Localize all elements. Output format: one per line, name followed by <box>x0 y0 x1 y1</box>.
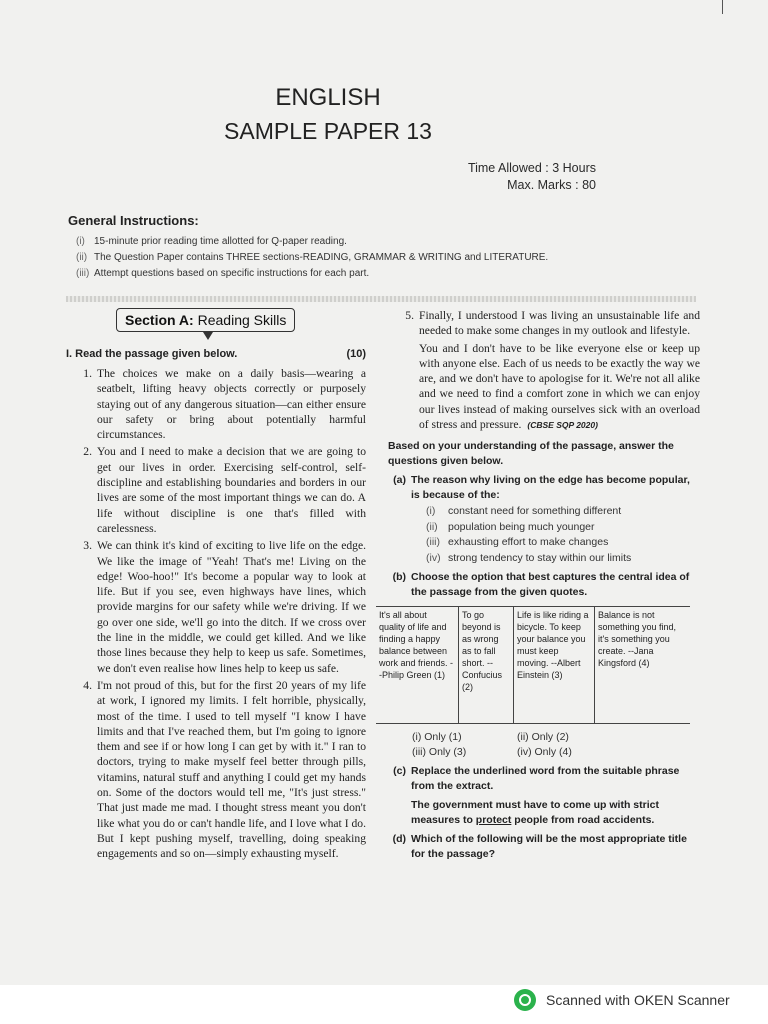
scanner-label: Scanned with OKEN Scanner <box>546 992 730 1008</box>
general-instructions-list <box>76 234 548 282</box>
section-label: Section A: <box>125 312 194 328</box>
section-pointer-icon <box>203 332 213 340</box>
question-label: I. Read the passage given below. <box>66 348 238 360</box>
left-column <box>66 308 366 864</box>
passage-paragraph: 4. I'm not proud of this, but for the first 20 years of my life at work, I ignored my limits. I felt horrible, physically, most of the time. I used to tell myself "I know I have limits and that I've reached them, but I'm going to ignore them and see if or how long I can get by with it." I ran to doctors, trying to make myself feel better through pills, vitamins, natural stuff and anything I could get my hands on. Some of the doctors would tell me, "It's just stress." That just made me mad. I thought stress meant you don't like what you do or can't handle life, and I love what I do. But I kept pushing myself, travelling, doing speaking engagements and so on—simply exhausting myself. <box>83 678 366 861</box>
quote-cell: Balance is not something you find, it's something you create. --Jana Kingsford (4) <box>595 607 691 724</box>
quote-cell: To go beyond is as wrong as to fall short. --Confucius (2) <box>459 607 514 724</box>
right-column <box>379 308 700 862</box>
question-a: (a) The reason why living on the edge has become popular, is because of the: <box>393 474 690 502</box>
option: (i) constant need for something different <box>426 505 622 518</box>
passage-paragraph: 3. We can think it's kind of exciting to live life on the edge. We like the image of "Yeah! That's me! Living on the edge! Woo-hoo!" It's become a popular way to look at life. But if you see, even highways have lines, which provide margins for our safety while we're driving. If we go over one side, we'll go into the ditch. If we cross over the line in the middle, we could get killed. And we like those lines because they help to keep us safe. Sometimes, we don't even realise how lines help to keep us safe. <box>83 539 366 675</box>
max-marks: Max. Marks : 80 <box>507 178 596 192</box>
quote-cell: It's all about quality of life and finding a happy balance between work and friends. --Philip Green (1) <box>376 607 459 724</box>
question-c: (c) Replace the underlined word from the suitable phrase from the extract. <box>393 765 680 793</box>
question-b-options <box>412 730 700 760</box>
option: (iv) strong tendency to stay within our limits <box>426 551 632 564</box>
question-a-options <box>426 504 700 566</box>
paper-subject: ENGLISH <box>275 84 381 111</box>
scanner-logo-icon <box>514 989 536 1011</box>
quotes-table <box>376 606 690 724</box>
passage <box>66 366 366 862</box>
section-name: Reading Skills <box>193 312 287 328</box>
question-b: (b) Choose the option that best captures the central idea of the passage from the given quotes. <box>392 571 690 599</box>
scanner-watermark <box>514 989 730 1011</box>
paper-meta <box>468 160 596 194</box>
passage-paragraph: 5. Finally, I understood I was living an unsustainable life and needed to make some changes in my outlook and lifestyle. <box>405 309 700 338</box>
instruction-item: (ii) The Question Paper contains THREE sections-READING, GRAMMAR & WRITING and LITERATURE. <box>76 252 549 263</box>
option: (i) Only (1) <box>412 731 462 744</box>
quote-cell: Life is like riding a bicycle. To keep your balance you must keep moving. --Albert Einstein (3) <box>514 607 595 724</box>
instruction-item: (i) 15-minute prior reading time allotted for Q-paper reading. <box>76 236 347 247</box>
section-divider <box>66 296 696 302</box>
question-d: (d) Which of the following will be the most appropriate title for the passage? <box>392 833 687 861</box>
option: (iii) exhausting effort to make changes <box>426 536 609 549</box>
passage-paragraph-continued: You and I don't have to be like everyone else or keep up with anyone else. Each of us needs to be exactly the way we are, and we don't have to apologise for it. We're not all alike and we need to find a comfort zone in which we can enjoy our lives instead of making ourselves sick with an overload of stress and pressure. (CBSE SQP 2020) <box>419 341 700 432</box>
page-edge-mark <box>722 0 723 14</box>
underlined-word: protect <box>475 814 512 827</box>
citation: (CBSE SQP 2020) <box>527 420 598 431</box>
passage-paragraph: 2. You and I need to make a decision that we are going to get our lives in order. Exercising self-control, self-discipline and establishing boundaries and borders in our lives are some of the most important things we can do. A life without discipline is one that's filled with carelessness. <box>83 445 366 535</box>
question-c-sentence: The government must have to come up with strict measures to protect people from road accidents. <box>411 799 659 827</box>
paper-title: SAMPLE PAPER 13 <box>224 118 432 144</box>
answer-instruction: Based on your understanding of the passage, answer the questions given below. <box>388 440 674 468</box>
question-heading <box>66 348 366 360</box>
time-allowed: Time Allowed : 3 Hours <box>467 161 596 175</box>
passage-paragraph: 1. The choices we make on a daily basis—wearing a seatbelt, lifting heavy objects correctly or purposely staying out of any dangerous situation—can either ensure our safety or bring about potentially harmful circumstances. <box>83 367 366 442</box>
option: (iv) Only (4) <box>517 746 572 759</box>
option: (ii) Only (2) <box>517 731 569 744</box>
option: (iii) Only (3) <box>412 746 467 759</box>
instruction-item: (iii) Attempt questions based on specific instructions for each part. <box>76 268 370 279</box>
question-marks: (10) <box>346 348 366 360</box>
general-instructions-heading: General Instructions: <box>68 213 199 228</box>
section-heading-box <box>116 308 295 332</box>
option: (ii) population being much younger <box>426 520 595 533</box>
